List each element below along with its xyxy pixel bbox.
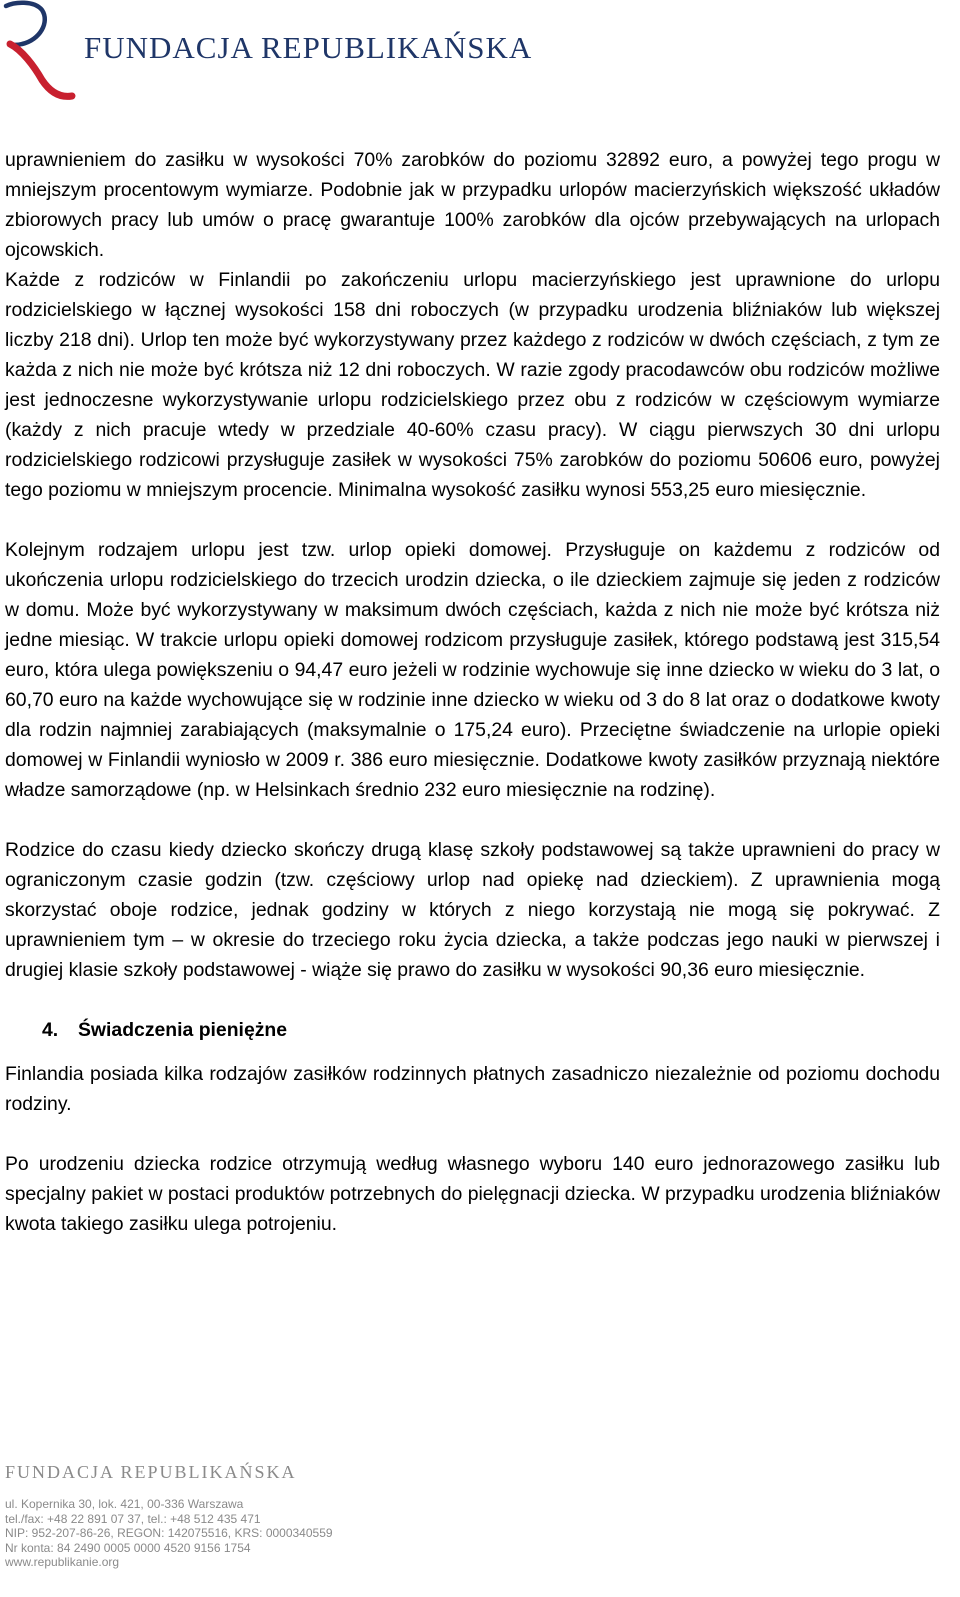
page-footer	[5, 1462, 940, 1570]
foundation-logo-icon	[0, 0, 80, 105]
org-name-logo: FUNDACJA REPUBLIKAŃSKA	[84, 30, 533, 65]
footer-bank-account: Nr konta: 84 2490 0005 0000 4520 9156 1754	[5, 1540, 251, 1555]
paragraph: Kolejnym rodzajem urlopu jest tzw. urlop opieki domowej. Przysługuje on każdemu z rodziców od ukończenia urlopu rodzicielskiego do trzecich urodzin dziecka, o ile dzieckiem zajmuje się jeden z rodziców w domu. Może być wykorzystywany w maksimum dwóch częściach, każda z nich nie może być krótsza niż jedne miesiąc. W trakcie urlopu opieki domowej rodzicom przysługuje zasiłek, którego podstawą jest 315,54 euro, która ulega powiększeniu o 94,47 euro jeżeli w rodzinie wychowuje się inne dziecko w wieku do 3 lat, o 60,70 euro na każde wychowujące się w rodzinie inne dziecko w wieku od 3 do 8 lat oraz o dodatkowe kwoty dla rodzin najmniej zarabiających (maksymalnie o 175,24 euro). Przeciętne świadczenie na urlopie opieki domowej w Finlandii wyniosło w 2009 r. 386 euro miesięcznie. Dodatkowe kwoty zasiłków przyznają niektóre władze samorządowe (np. w Helsinkach średnio 232 euro miesięcznie na rodzinę).	[5, 539, 940, 801]
paragraph: Po urodzeniu dziecka rodzice otrzymują według własnego wyboru 140 euro jednorazowego zasiłku lub specjalny pakiet w postaci produktów potrzebnych do pielęgnacji dziecka. W przypadku urodzenia bliźniaków kwota takiego zasiłku ulega potrojeniu.	[5, 1153, 940, 1235]
footer-registration: NIP: 952-207-86-26, REGON: 142075516, KRS: 0000340559	[5, 1526, 333, 1540]
footer-website: www.republikanie.org	[5, 1555, 120, 1569]
paragraph: Finlandia posiada kilka rodzajów zasiłków rodzinnych płatnych zasadniczo niezależnie od poziomu dochodu rodziny.	[5, 1063, 940, 1115]
section-number: 4.	[42, 1019, 59, 1041]
page-header	[0, 0, 960, 110]
section-heading	[42, 1015, 940, 1045]
paragraph: Rodzice do czasu kiedy dziecko skończy drugą klasę szkoły podstawowej są także uprawnieni do pracy w ograniczonym czasie godzin (tzw. częściowy urlop nad opiekę nad dzieckiem). Z uprawnienia mogą skorzystać oboje rodzice, jednak godziny w których z niego korzystają nie mogą się pokrywać. Z uprawnieniem tym – w okresie do trzeciego roku życia dziecka, a także podczas jego nauki w pierwszej i drugiej klasie szkoły podstawowej - wiąże się prawo do zasiłku w wysokości 90,36 euro miesięcznie.	[5, 839, 940, 981]
footer-address: ul. Kopernika 30, lok. 421, 00-336 Warszawa	[5, 1497, 244, 1511]
paragraph: Każde z rodziców w Finlandii po zakończeniu urlopu macierzyńskiego jest uprawnione do urlopu rodzicielskiego w łącznej wysokości 158 dni roboczych (w przypadku urodzenia bliźniaków lub większej liczby 218 dni). Urlop ten może być wykorzystywany przez każdego z rodziców w dwóch częściach, z tym ze każda z nich nie może być krótsza niż 12 dni roboczych. W razie zgody pracodawców obu rodziców możliwe jest jednoczesne wykorzystywanie urlopu rodzicielskiego przez obu z rodziców w częściowym wymiarze (każdy z nich pracuje wtedy w przedziale 40-60% czasu pracy). W ciągu pierwszych 30 dni urlopu rodzicielskiego rodzicowi przysługuje zasiłek w wysokości 75% zarobków do poziomu 50606 euro, powyżej tego poziomu w mniejszym procencie. Minimalna wysokość zasiłku wynosi 553,25 euro miesięcznie.	[5, 269, 940, 501]
section-title: Świadczenia pieniężne	[78, 1019, 288, 1041]
document-body	[5, 145, 940, 1239]
paragraph: uprawnieniem do zasiłku w wysokości 70% zarobków do poziomu 32892 euro, a powyżej tego progu w mniejszym procentowym wymiarze. Podobnie jak w przypadku urlopów macierzyńskich większość układów zbiorowych pracy lub umów o pracę gwarantuje 100% zarobków dla ojców przebywających na urlopach ojcowskich.	[5, 149, 940, 261]
footer-phone: tel./fax: +48 22 891 07 37, tel.: +48 512 435 471	[5, 1511, 261, 1526]
footer-org-name: FUNDACJA REPUBLIKAŃSKA	[5, 1462, 297, 1482]
